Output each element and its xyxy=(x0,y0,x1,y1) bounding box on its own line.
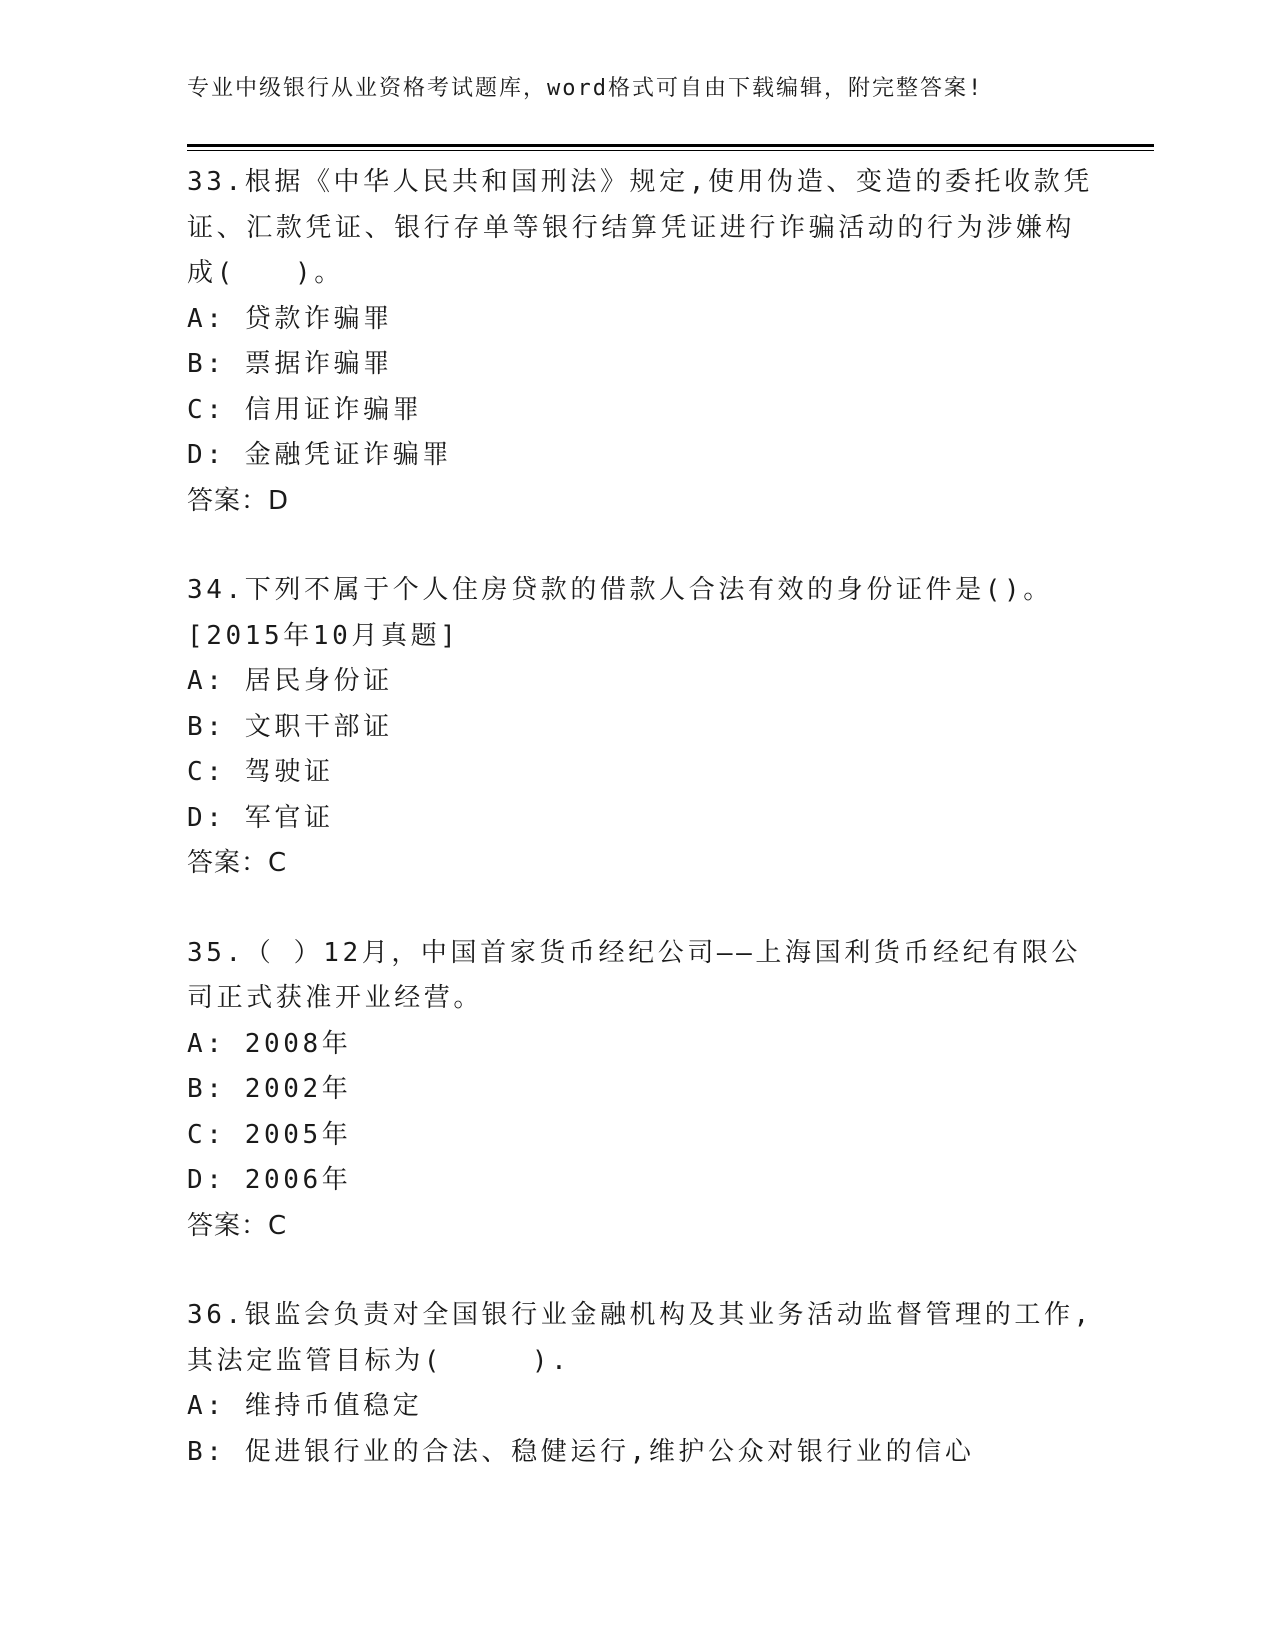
question-stem-line: 35.（ ）12月，中国首家货币经纪公司——上海国利货币经纪有限公 xyxy=(187,937,1082,968)
question-stem-line: 成( )。 xyxy=(187,258,344,288)
option-b: B: 票据诈骗罪 xyxy=(187,349,393,379)
question-list xyxy=(187,160,1093,1519)
option-c: C: 信用证诈骗罪 xyxy=(187,394,423,425)
option-a: A: 维持币值稳定 xyxy=(187,1391,423,1421)
option-d: D: 金融凭证诈骗罪 xyxy=(187,440,452,470)
question-stem-line: 证、汇款凭证、银行存单等银行结算凭证进行诈骗活动的行为涉嫌构 xyxy=(187,212,1076,243)
question-34 xyxy=(187,568,1087,887)
option-d: D: 军官证 xyxy=(187,802,334,833)
option-b: B: 2002年 xyxy=(187,1074,352,1104)
option-c: C: 驾驶证 xyxy=(187,757,334,787)
answer: 答案：C xyxy=(187,1210,288,1241)
option-b: B: 文职干部证 xyxy=(187,711,393,742)
option-a: A: 贷款诈骗罪 xyxy=(187,303,393,334)
question-35 xyxy=(187,931,1087,1250)
option-a: A: 居民身份证 xyxy=(187,666,393,696)
question-stem-line: 司正式获准开业经营。 xyxy=(187,983,484,1013)
page-header: 专业中级银行从业资格考试题库，word格式可自由下载编辑，附完整答案! xyxy=(187,76,984,101)
question-stem-line: 34.下列不属于个人住房贷款的借款人合法有效的身份证件是()。 xyxy=(187,575,1053,605)
question-36 xyxy=(187,1293,1093,1475)
option-b: B: 促进银行业的合法、稳健运行,维护公众对银行业的信心 xyxy=(187,1436,975,1467)
question-33 xyxy=(187,160,1093,524)
answer: 答案：C xyxy=(187,848,288,878)
header-rule-thin xyxy=(187,150,1154,151)
option-a: A: 2008年 xyxy=(187,1028,352,1059)
option-d: D: 2006年 xyxy=(187,1165,352,1195)
question-stem-line: [2015年10月真题] xyxy=(187,620,460,651)
answer: 答案：D xyxy=(187,485,290,516)
question-stem-line: 36.银监会负责对全国银行业金融机构及其业务活动监督管理的工作, xyxy=(187,1300,1093,1330)
option-c: C: 2005年 xyxy=(187,1119,352,1150)
question-stem-line: 其法定监管目标为( ). xyxy=(187,1345,571,1376)
header-rule-thick xyxy=(187,144,1154,147)
question-stem-line: 33.根据《中华人民共和国刑法》规定,使用伪造、变造的委托收款凭 xyxy=(187,167,1093,197)
